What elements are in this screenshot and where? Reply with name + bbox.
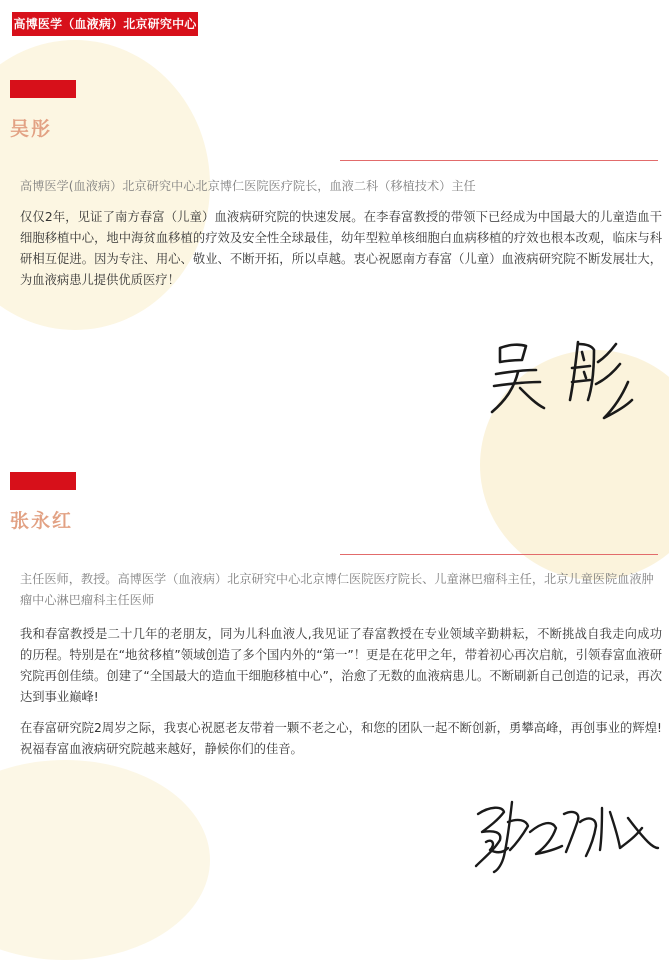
signature-image-zhang-yonghong <box>468 792 660 874</box>
signature-image-wu-tong <box>486 330 636 425</box>
person-paragraph: 我和春富教授是二十几年的老朋友，同为儿科血液人,我见证了春富教授在专业领域辛勤耕耘，不断挑战自我走向成功的历程。特别是在“地贫移植”领域创造了多个国内外的“第一”！更是在花甲之年，带着初心再次启航，引领春富血液研究院再创佳绩。创建了“全国最大的造血干细胞移植中心”，治愈了无数的血液病患儿。不断刷新自己创造的记录，再次达到事业巅峰! <box>20 627 662 704</box>
person-paragraph: 在春富研究院2周岁之际，我衷心祝愿老友带着一颗不老之心，和您的团队一起不断创新，勇攀高峰，再创事业的辉煌! 祝福春富血液病研究院越来越好，静候你们的佳音。 <box>20 721 662 756</box>
section-red-bar <box>10 472 76 490</box>
person-paragraph: 仅仅2年，见证了南方春富（儿童）血液病研究院的快速发展。在李春富教授的带领下已经成为中国最大的儿童造血干细胞移植中心，地中海贫血移植的疗效及安全性全球最佳，幼年型粒单核细胞白血病移植的疗效也根本改观，临床与科研相互促进。因为专注、用心、敬业、不断开拓，所以卓越。衷心祝愿南方春富（儿童）血液病研究院不断发展壮大，为血液病患儿提供优质医疗！ <box>20 210 662 287</box>
person-name: 吴彤 <box>10 118 53 140</box>
section-red-bar <box>10 80 76 98</box>
header-tag: 高博医学（血液病）北京研究中心 <box>12 12 198 36</box>
divider-line <box>340 160 658 161</box>
person-title: 主任医师，教授。高博医学（血液病）北京研究中心北京博仁医院医疗院长、儿童淋巴瘤科主任，北京儿童医院血液肿瘤中心淋巴瘤科主任医师 <box>20 572 654 607</box>
person-name: 张永红 <box>10 510 74 532</box>
divider-line <box>340 554 658 555</box>
person-title: 高博医学(血液病）北京研究中心北京博仁医院医疗院长，血液二科（移植技术）主任 <box>20 179 476 193</box>
